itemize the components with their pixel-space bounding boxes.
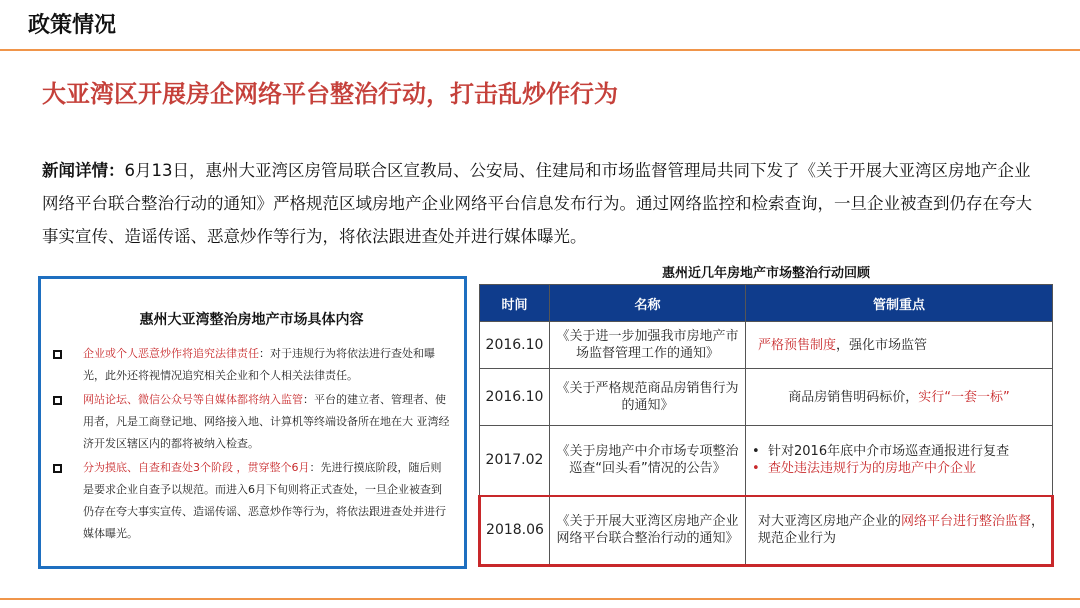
focus-bullet: • 查处违法违规行为的房地产中介企业 [750,460,1048,477]
measure-item [51,343,452,387]
focus-text: 对大亚湾区房地产企业的 [758,514,902,530]
measure-text: ：对于违规行为将依法进行查处和曝光，此外还将视情况追究相关企业和个人相关法律责任。 [83,347,435,382]
cell-focus [746,426,1053,496]
table-row [480,369,1053,426]
measures-box [38,276,467,569]
focus-text: ，强化市场监管 [836,337,928,353]
checkbox-bullet-icon [53,464,62,473]
col-header-focus: 管制重点 [746,285,1053,322]
table-row [480,322,1053,369]
cell-name: 《关于严格规范商品房销售行为的通知》 [550,369,746,426]
measure-text: ：先进行摸底阶段，随后则是要求企业自查予以规范。而进入6月下旬则将正式查处，一旦企业被查到仍存在夸大事实宣传、造谣传谣、恶意炒作等行为，将依法跟进查处并进行媒体曝光。 [83,461,446,540]
measures-title: 惠州大亚湾整治房地产市场具体内容 [139,312,364,328]
news-label: 新闻详情： [42,161,125,180]
measure-item [51,457,452,545]
news-paragraph [42,154,1042,253]
focus-highlight: 网络平台进行整治监督 [901,514,1032,530]
table-row-highlighted [480,496,1053,566]
checkbox-bullet-icon [53,396,62,405]
focus-bullet: • 针对2016年底中介市场巡查通报进行复查 [750,443,1048,460]
page-section-title: 政策情况 [28,13,117,38]
measure-highlight: 网站论坛、微信公众号等自媒体都将纳入监管 [83,393,303,406]
measure-text: ：平台的建立者、管理者、使用者，凡是工商登记地、网络接入地、计算机等终端设备所在地在大 亚湾经济开发区辖区内的都将被纳入检查。 [83,393,450,450]
table-header-row [480,285,1053,322]
news-text: 6月13日，惠州大亚湾区房管局联合区宣教局、公安局、住建局和市场监督管理局共同下发了《关于开展大亚湾区房地产企业网络平台联合整治行动的通知》严格规范区域房地产企业网络平台信息发布行为。通过网络监控和检索查询，一旦企业被查到仍存在夸大事实宣传、造谣传谣、恶意炒作等行为，将依法跟进查处并进行媒体曝光。 [42,161,1032,246]
header-divider [0,49,1080,51]
cell-date: 2018.06 [480,496,550,566]
table-row [480,426,1053,496]
cell-focus [746,322,1053,369]
measure-highlight: 企业或个人恶意炒作将追究法律责任 [83,347,259,360]
table-title: 惠州近几年房地产市场整治行动回顾 [661,266,870,281]
measure-item [51,389,452,455]
cell-date: 2016.10 [480,369,550,426]
cell-date: 2017.02 [480,426,550,496]
cell-date: 2016.10 [480,322,550,369]
measure-highlight: 分为摸底、自查和查处3个阶段 ，贯穿整个6月 [83,461,310,474]
focus-text: 商品房销售明码标价， [788,389,919,405]
cell-name: 《关于开展大亚湾区房地产企业网络平台联合整治行动的通知》 [550,496,746,566]
col-header-name: 名称 [550,285,746,322]
actions-table [478,284,1054,567]
focus-text: ，规范企业行为 [758,514,1045,547]
footer-divider [0,598,1080,600]
checkbox-bullet-icon [53,350,62,359]
cell-name: 《关于进一步加强我市房地产市场监督管理工作的通知》 [550,322,746,369]
col-header-date: 时间 [480,285,550,322]
cell-focus [746,496,1053,566]
cell-name: 《关于房地产中介市场专项整治巡查“回头看”情况的公告》 [550,426,746,496]
focus-highlight: 严格预售制度 [758,337,837,353]
focus-highlight: 实行“一套一标” [918,389,1010,405]
cell-focus [746,369,1053,426]
headline: 大亚湾区开展房企网络平台整治行动，打击乱炒作行为 [42,80,618,108]
